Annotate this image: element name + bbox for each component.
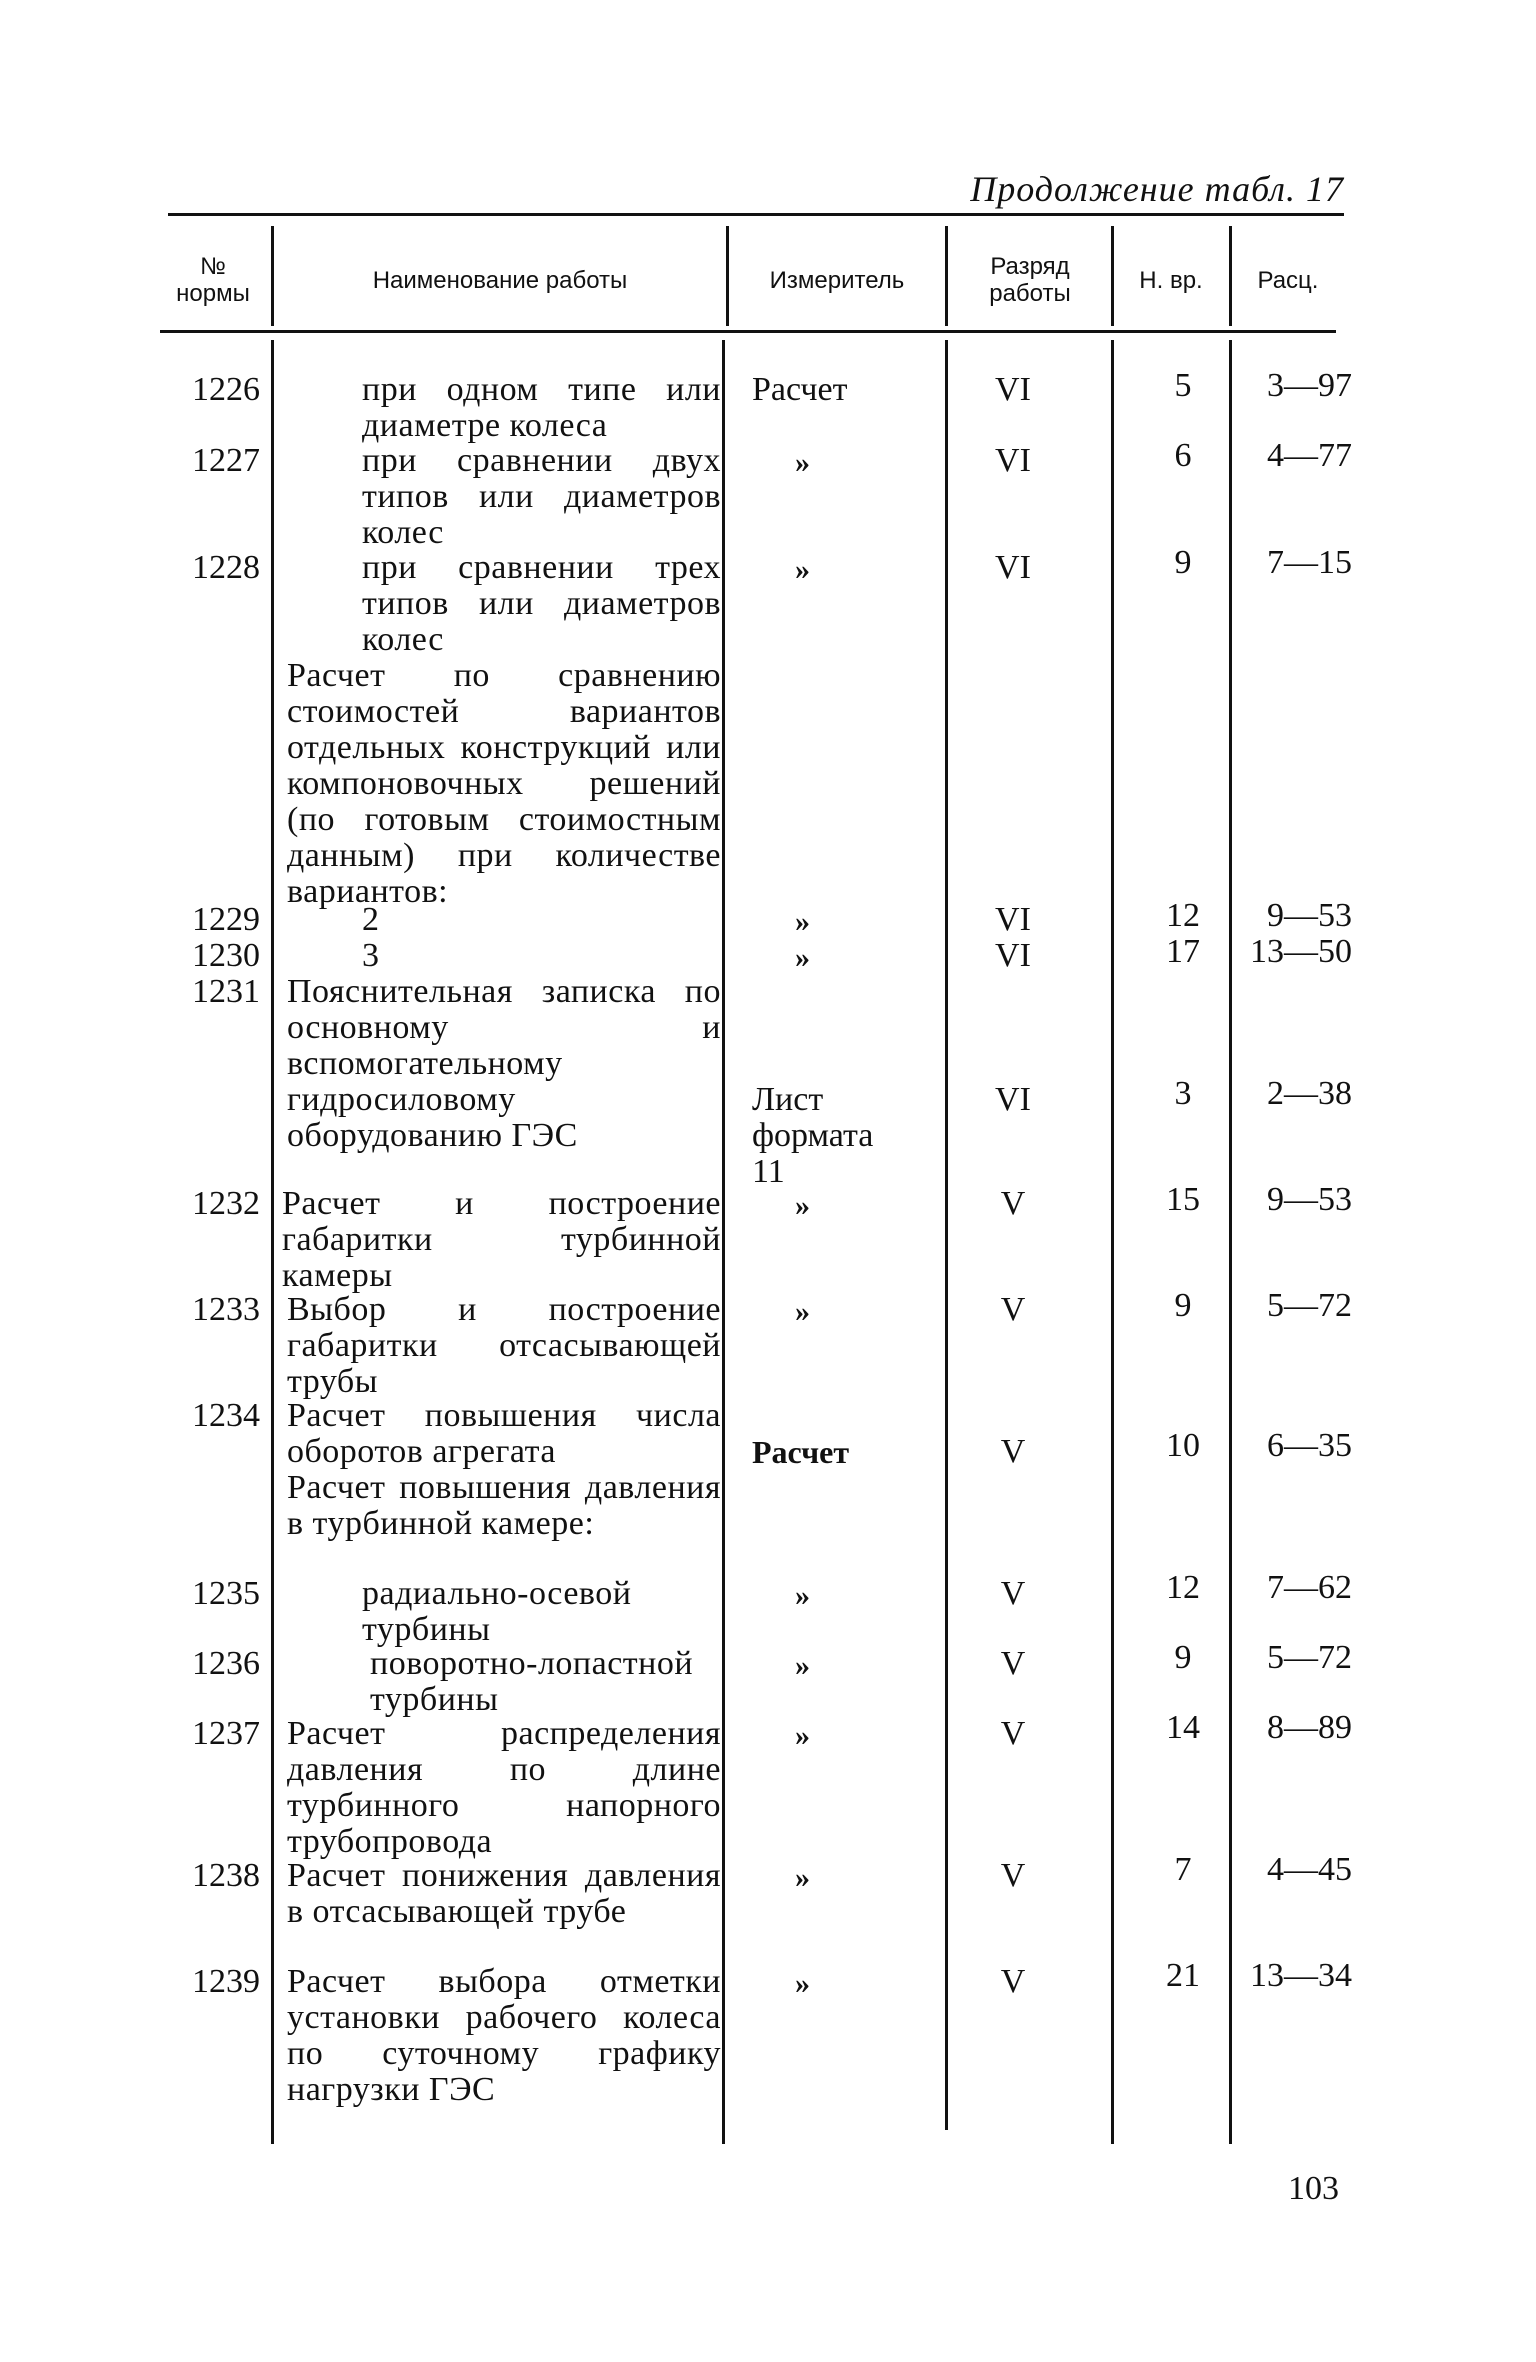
row-1239-measure: » — [795, 1967, 810, 2000]
header-bottom-rule — [160, 330, 1336, 333]
row-1229-measure: » — [795, 905, 810, 938]
row-1237-rate: 8—89 — [1267, 1709, 1352, 1746]
row-1229-grade: VI — [995, 901, 1031, 938]
row-1234-no: 1234 — [192, 1397, 260, 1434]
row-1239-no: 1239 — [192, 1963, 260, 2000]
row-1238-name: Расчет понижения давления в отсасывающей трубе — [287, 1857, 721, 1930]
row-1230-hours: 17 — [1166, 933, 1200, 970]
header-grade: Разряд работы — [989, 253, 1071, 307]
row-1232-measure: » — [795, 1189, 810, 1222]
row-1234-name: Расчет повышения числа оборотов агрегата — [287, 1397, 721, 1470]
row-1239-name: Расчет выбора отметки установки рабочего колеса по суточному графику нагрузки ГЭС — [287, 1963, 721, 2108]
group-cost-comparison-name: Расчет по сравнению стоимостей вариантов отдельных конструкций или компоновочных решений (по готовым стоимостным данным) при количестве вариантов: — [287, 657, 721, 910]
row-1228-name: при сравнении трех типов или диаметров колес — [362, 549, 721, 658]
row-1226-grade: VI — [995, 371, 1031, 408]
group-pressure-rise-name: Расчет повышения давления в турбинной камере: — [287, 1469, 721, 1542]
row-1226-hours: 5 — [1174, 367, 1192, 404]
row-1227-measure: » — [795, 446, 810, 479]
row-1230-no: 1230 — [192, 937, 260, 974]
row-1227-rate: 4—77 — [1267, 437, 1352, 474]
row-1227-no: 1227 — [192, 442, 260, 479]
row-1238-no: 1238 — [192, 1857, 260, 1894]
row-1232-no: 1232 — [192, 1185, 260, 1222]
row-1233-rate: 5—72 — [1267, 1287, 1352, 1324]
row-1235-rate: 7—62 — [1267, 1569, 1352, 1606]
row-1226-rate: 3—97 — [1267, 367, 1352, 404]
row-1230-name: 3 — [362, 937, 380, 974]
row-1237-name: Расчет распределения давления по длине турбинного напорного трубопровода — [287, 1715, 721, 1860]
row-1239-grade: V — [1000, 1963, 1026, 2000]
row-1230-rate: 13—50 — [1250, 933, 1352, 970]
row-1238-grade: V — [1000, 1857, 1026, 1894]
row-1231-no: 1231 — [192, 973, 260, 1010]
page-number: 103 — [1288, 2170, 1339, 2207]
col-sep-3 — [945, 226, 948, 326]
row-1235-no: 1235 — [192, 1575, 260, 1612]
row-1234-measure: Расчет — [752, 1434, 850, 1470]
row-1231-hours: 3 — [1174, 1075, 1192, 1112]
row-1229-name: 2 — [362, 901, 380, 938]
row-1227-name: при сравнении двух типов или диаметров колес — [362, 442, 721, 551]
row-1238-rate: 4—45 — [1267, 1851, 1352, 1888]
col-sep-1 — [271, 226, 274, 326]
row-1234-hours: 10 — [1166, 1427, 1200, 1464]
row-1232-grade: V — [1000, 1185, 1026, 1222]
header-rate: Расц. — [1257, 266, 1319, 294]
table-caption: Продолжение табл. 17 — [970, 169, 1344, 209]
row-1237-hours: 14 — [1166, 1709, 1200, 1746]
header-hours: Н. вр. — [1139, 266, 1203, 294]
row-1232-name: Расчет и построение габаритки турбинной камеры — [282, 1185, 721, 1294]
header-top-rule — [168, 213, 1344, 216]
row-1236-no: 1236 — [192, 1645, 260, 1682]
row-1228-no: 1228 — [192, 549, 260, 586]
row-1231-measure: Лист формата 11 — [752, 1081, 874, 1190]
row-1233-grade: V — [1000, 1291, 1026, 1328]
row-1226-name: при одном типе или диаметре колеса — [362, 371, 721, 444]
row-1235-name: радиально-осевой турбины — [362, 1575, 632, 1648]
row-1230-grade: VI — [995, 937, 1031, 974]
row-1237-no: 1237 — [192, 1715, 260, 1752]
row-1229-rate: 9—53 — [1267, 897, 1352, 934]
col-sep-1-body — [271, 340, 274, 2144]
row-1236-measure: » — [795, 1649, 810, 1682]
row-1232-rate: 9—53 — [1267, 1181, 1352, 1218]
row-1239-hours: 21 — [1166, 1957, 1200, 1994]
row-1233-measure: » — [795, 1295, 810, 1328]
row-1236-hours: 9 — [1174, 1639, 1192, 1676]
row-1235-measure: » — [795, 1579, 810, 1612]
header-norm-no: № нормы — [176, 253, 250, 307]
row-1229-no: 1229 — [192, 901, 260, 938]
row-1236-grade: V — [1000, 1645, 1026, 1682]
row-1235-grade: V — [1000, 1575, 1026, 1612]
col-sep-4-body — [1111, 340, 1114, 2144]
row-1232-hours: 15 — [1166, 1181, 1200, 1218]
row-1229-hours: 12 — [1166, 897, 1200, 934]
header-measure: Измеритель — [769, 266, 905, 294]
row-1228-rate: 7—15 — [1267, 544, 1352, 581]
row-1228-hours: 9 — [1174, 544, 1192, 581]
row-1234-grade: V — [1000, 1433, 1026, 1470]
row-1231-rate: 2—38 — [1267, 1075, 1352, 1112]
row-1239-rate: 13—34 — [1250, 1957, 1352, 1994]
col-sep-2 — [726, 226, 729, 326]
row-1238-hours: 7 — [1174, 1851, 1192, 1888]
col-sep-2-body — [722, 340, 725, 2144]
row-1228-grade: VI — [995, 549, 1031, 586]
row-1231-grade: VI — [995, 1081, 1031, 1118]
row-1230-measure: » — [795, 941, 810, 974]
header-work-name: Наименование работы — [372, 266, 628, 294]
row-1233-hours: 9 — [1174, 1287, 1192, 1324]
row-1233-name: Выбор и построение габаритки отсасывающей трубы — [287, 1291, 721, 1400]
row-1238-measure: » — [795, 1861, 810, 1894]
row-1236-name: поворотно-лопастной турбины — [370, 1645, 694, 1718]
row-1231-name: Пояснительная записка по основному и вспомогательному гидросиловому оборудованию ГЭС — [287, 973, 721, 1154]
row-1236-rate: 5—72 — [1267, 1639, 1352, 1676]
row-1237-grade: V — [1000, 1715, 1026, 1752]
row-1226-no: 1226 — [192, 371, 260, 408]
row-1233-no: 1233 — [192, 1291, 260, 1328]
row-1235-hours: 12 — [1166, 1569, 1200, 1606]
row-1227-hours: 6 — [1174, 437, 1192, 474]
row-1226-measure: Расчет — [752, 371, 848, 408]
row-1227-grade: VI — [995, 442, 1031, 479]
row-1237-measure: » — [795, 1719, 810, 1752]
row-1234-rate: 6—35 — [1267, 1427, 1352, 1464]
row-1228-measure: » — [795, 553, 810, 586]
